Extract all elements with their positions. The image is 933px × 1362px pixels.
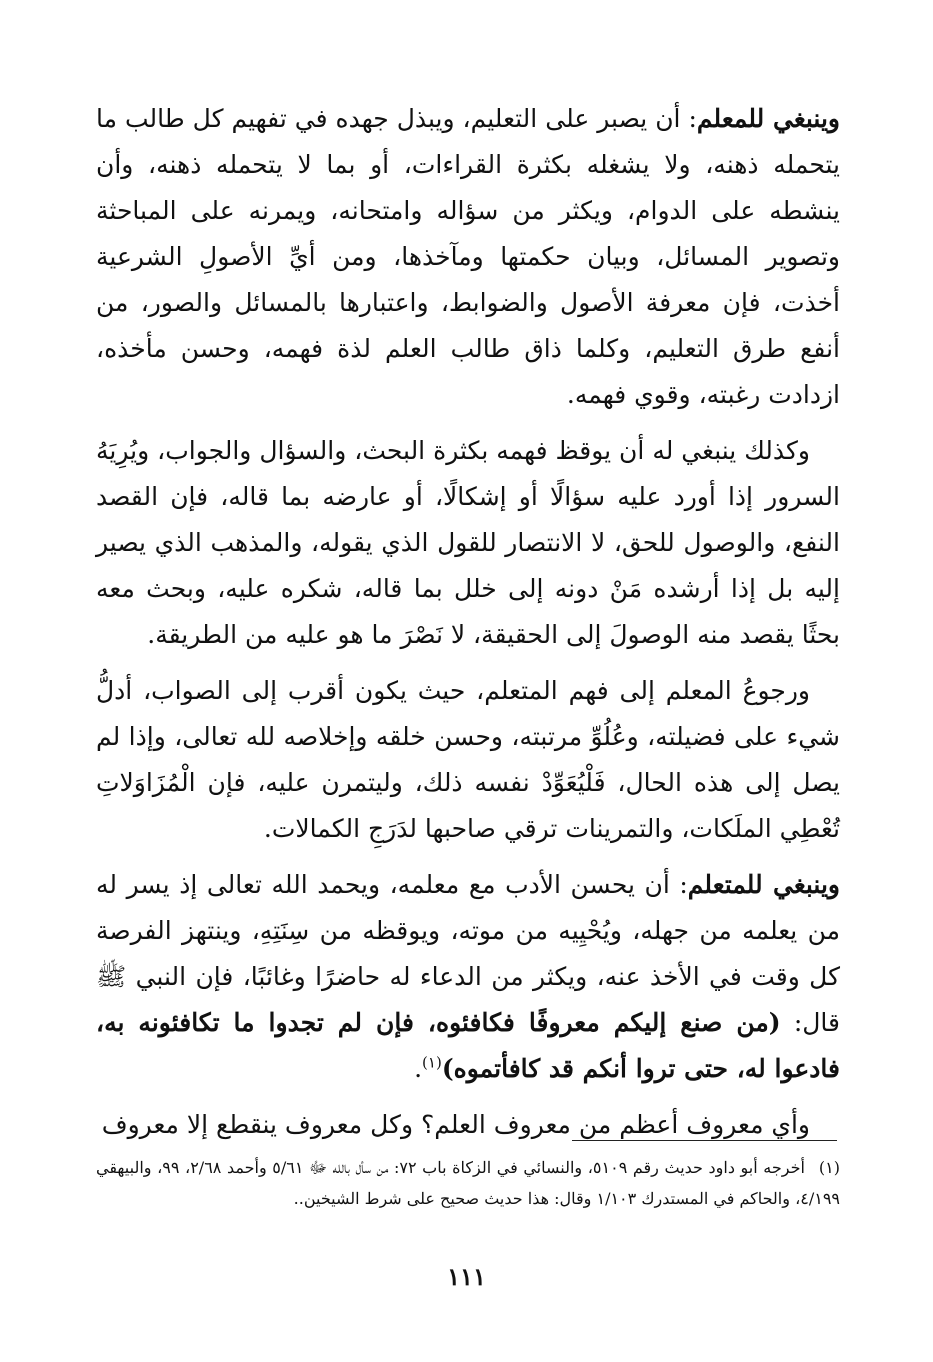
- page-number: ١١١: [447, 1262, 486, 1291]
- footnote-number: (١): [818, 1158, 840, 1177]
- teacher-heading: وينبغي للمعلم: [696, 104, 840, 133]
- paragraph-student-duties: [96, 862, 840, 1092]
- student-heading: وينبغي للمتعلم: [687, 870, 840, 899]
- student-text-end: .: [414, 1054, 423, 1083]
- paragraph-teacher-returning: [96, 668, 840, 852]
- footnote-reference[interactable]: (١): [422, 1053, 442, 1072]
- main-text: [96, 96, 840, 1148]
- footnote-separator: [572, 1140, 837, 1141]
- paragraph-teacher-duties: [96, 96, 840, 418]
- paragraph-knowledge-favor: [96, 1102, 840, 1148]
- paragraph-awaken-understanding: [96, 428, 840, 658]
- teacher-text: : أن يصبر على التعليم، ويبذل جهده في تفهيم كل طالب ما يتحمله ذهنه، ولا يشغله بكثرة القراءات، أو بما لا يتحمله ذهنه، وأن ينشطه على الدوام، ويكثر من سؤاله وامتحانه، ويمرنه على المباحثة وتصوير المسائل، وبيان حكمتها ومآخذها، ومن أيِّ الأصولِ الشرعية أخذت، فإن معرفة الأصول والضوابط، واعتبارها بالمسائل والصور، من أنفع طرق التعليم، وكلما ذاق طالب العلم لذة فهمه، وحسن مأخذه، ازدادت رغبته، وقوي فهمه.: [96, 104, 840, 409]
- student-text: : أن يحسن الأدب مع معلمه، ويحمد الله تعالى إذ يسر له من يعلمه من جهله، ويُحْيِيه من موته، ويوقظه من سِنَتِهِ، وينتهز الفرصة كل وقت في الأخذ عنه، ويكثر من الدعاء له حاضرًا وغائبًا، فإن النبي ﷺ قال:: [96, 870, 840, 1037]
- knowledge-favor-text: وأي معروف أعظم من معروف العلم؟ وكل معروف ينقطع إلا معروف: [101, 1110, 810, 1139]
- returning-text: ورجوعُ المعلم إلى فهم المتعلم، حيث يكون أقرب إلى الصواب، أدلُّ شيء على فضيلته، وعُلُوِّ مرتبته، وحسن خلقه وإخلاصه لله تعالى، وإذا لم يصل إلى هذه الحال، فَلْيُعَوِّدْ نفسه ذلك، وليتمرن عليه، فإن الْمُزَاوَلاتِ تُعْطِي الملَكات، والتمرينات ترقي صاحبها لدَرَجِ الكمالات.: [96, 676, 840, 843]
- footnote-text: أخرجه أبو داود حديث رقم ٥١٠٩، والنسائي في الزكاة باب ٧٢: من سأل بالله ﷻ ٥/٦١ وأحمد ٢/٦٨، ٩٩، والبيهقي ٤/١٩٩، والحاكم في المستدرك ١/١٠٣ وقال: هذا حديث صحيح على شرط الشيخين..: [96, 1158, 840, 1208]
- hadith-quote: (من صنع إليكم معروفًا فكافئوه، فإن لم تجدوا ما تكافئونه به، فادعوا له، حتى تروا أنكم قد كافأتموه): [96, 1008, 840, 1083]
- awaken-text: وكذلك ينبغي له أن يوقظ فهمه بكثرة البحث، والسؤال والجواب، ويُرِيَهُ السرور إذا أورد عليه سؤالًا أو إشكالًا، أو عارضه بما قاله، فإن القصد النفع، والوصول للحق، لا الانتصار للقول الذي يقوله، والمذهب الذي يصير إليه بل إذا أرشده مَنْ دونه إلى خلل بما قاله، شكره عليه، وبحث معه بحثًا يقصد منه الوصولَ إلى الحقيقة، لا نَصْرَ ما هو عليه من الطريقة.: [96, 436, 840, 649]
- page-body: [96, 96, 840, 1158]
- footnote-1: [96, 1152, 840, 1214]
